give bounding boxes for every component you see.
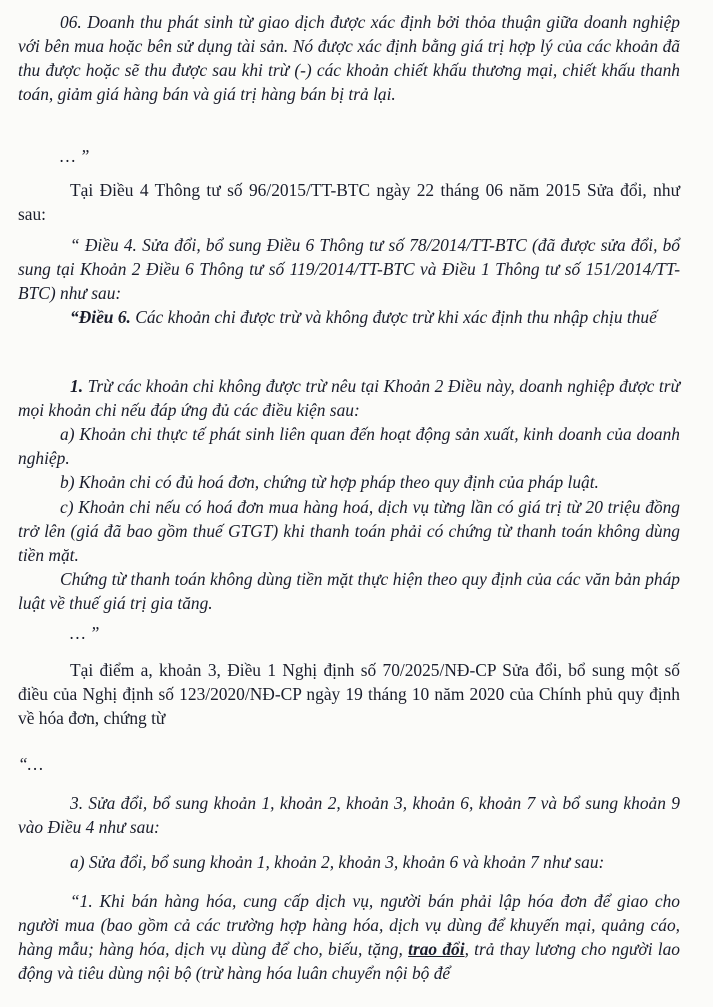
invoice-text-start: “1. Khi bán hàng hóa, cung cấp dịch vụ, người bán phải lập hóa đơn để giao cho người mua (bao gồm cả các trường hợp hàng hóa, dịch vụ dùng để khuyến mại, quảng cáo, hàng mẫu; hàng hóa, dịch vụ dùng để cho, biếu, tặng, — [18, 891, 680, 959]
paragraph-revenue-06: 06. Doanh thu phát sinh từ giao dịch được xác định bởi thỏa thuận giữa doanh nghiệp với bên mua hoặc bên sử dụng tài sản. Nó được xác định bằng giá trị hợp lý của các khoản đã thu được hoặc sẽ thu được sau khi trừ (-) các khoản chiết khấu thương mại, chiết khấu thanh toán, giảm giá hàng bán và giá trị hàng bán bị trả lại. — [18, 12, 680, 104]
paragraph-point-a: a) Sửa đổi, bổ sung khoản 1, khoản 2, khoản 3, khoản 6 và khoản 7 như sau: — [70, 852, 605, 872]
clause-1-text: Trừ các khoản chi không được trừ nêu tại Khoản 2 Điều này, doanh nghiệp được trừ mọi khoản chi nếu đáp ứng đủ các điều kiện sau: — [18, 376, 680, 420]
paragraph-invoice-issuance — [18, 889, 680, 985]
paragraph-article-6-title — [18, 305, 680, 329]
paragraph-amend-article-4: 3. Sửa đổi, bổ sung khoản 1, khoản 2, khoản 3, khoản 6, khoản 7 và bổ sung khoản 9 vào Điều 4 như sau: — [18, 793, 680, 837]
ellipsis-close-quote-2: … ” — [70, 623, 100, 643]
paragraph-condition-a: a) Khoản chi thực tế phát sinh liên quan đến hoạt động sản xuất, kinh doanh của doanh nghiệp. — [18, 424, 680, 468]
paragraph-condition-c: c) Khoản chi nếu có hoá đơn mua hàng hoá, dịch vụ từng lần có giá trị từ 20 triệu đồng trở lên (giá đã bao gồm thuế GTGT) khi thanh toán phải có chứng từ thanh toán không dùng tiền mặt. — [18, 497, 680, 565]
paragraph-decree-70: Tại điểm a, khoản 3, Điều 1 Nghị định số 70/2025/NĐ-CP Sửa đổi, bổ sung một số điều của Nghị định số 123/2020/NĐ-CP ngày 19 tháng 10 năm 2020 của Chính phủ quy định về hóa đơn, chứng từ — [18, 660, 680, 728]
ellipsis-close-quote-1: … ” — [60, 146, 90, 166]
paragraph-non-cash-payment: Chứng từ thanh toán không dùng tiền mặt thực hiện theo quy định của các văn bản pháp luật về thuế giá trị gia tăng. — [18, 569, 680, 613]
paragraph-amend-article-6: “ Điều 4. Sửa đổi, bổ sung Điều 6 Thông tư số 78/2014/TT-BTC (đã được sửa đổi, bổ sung tại Khoản 2 Điều 6 Thông tư số 119/2014/TT-BTC và Điều 1 Thông tư số 151/2014/TT-BTC) như sau: — [18, 235, 680, 303]
underlined-trao-doi: trao đổi — [408, 939, 465, 959]
open-quote-ellipsis: “… — [18, 754, 44, 774]
article-6-heading: Các khoản chi được trừ và không được trừ khi xác định thu nhập chịu thuế — [130, 307, 657, 327]
paragraph-condition-b: b) Khoản chi có đủ hoá đơn, chứng từ hợp pháp theo quy định của pháp luật. — [60, 472, 599, 492]
clause-1-label: 1. — [70, 376, 84, 396]
paragraph-article-4-circular-96: Tại Điều 4 Thông tư số 96/2015/TT-BTC ngày 22 tháng 06 năm 2015 Sửa đổi, như sau: — [18, 180, 680, 224]
invoice-text-end: , trả thay lương cho người lao động và tiêu dùng nội bộ (trừ hàng hóa luân chuyển nội bộ để — [18, 939, 680, 983]
paragraph-clause-1 — [18, 374, 680, 422]
article-6-label: “Điều 6. — [70, 307, 131, 327]
